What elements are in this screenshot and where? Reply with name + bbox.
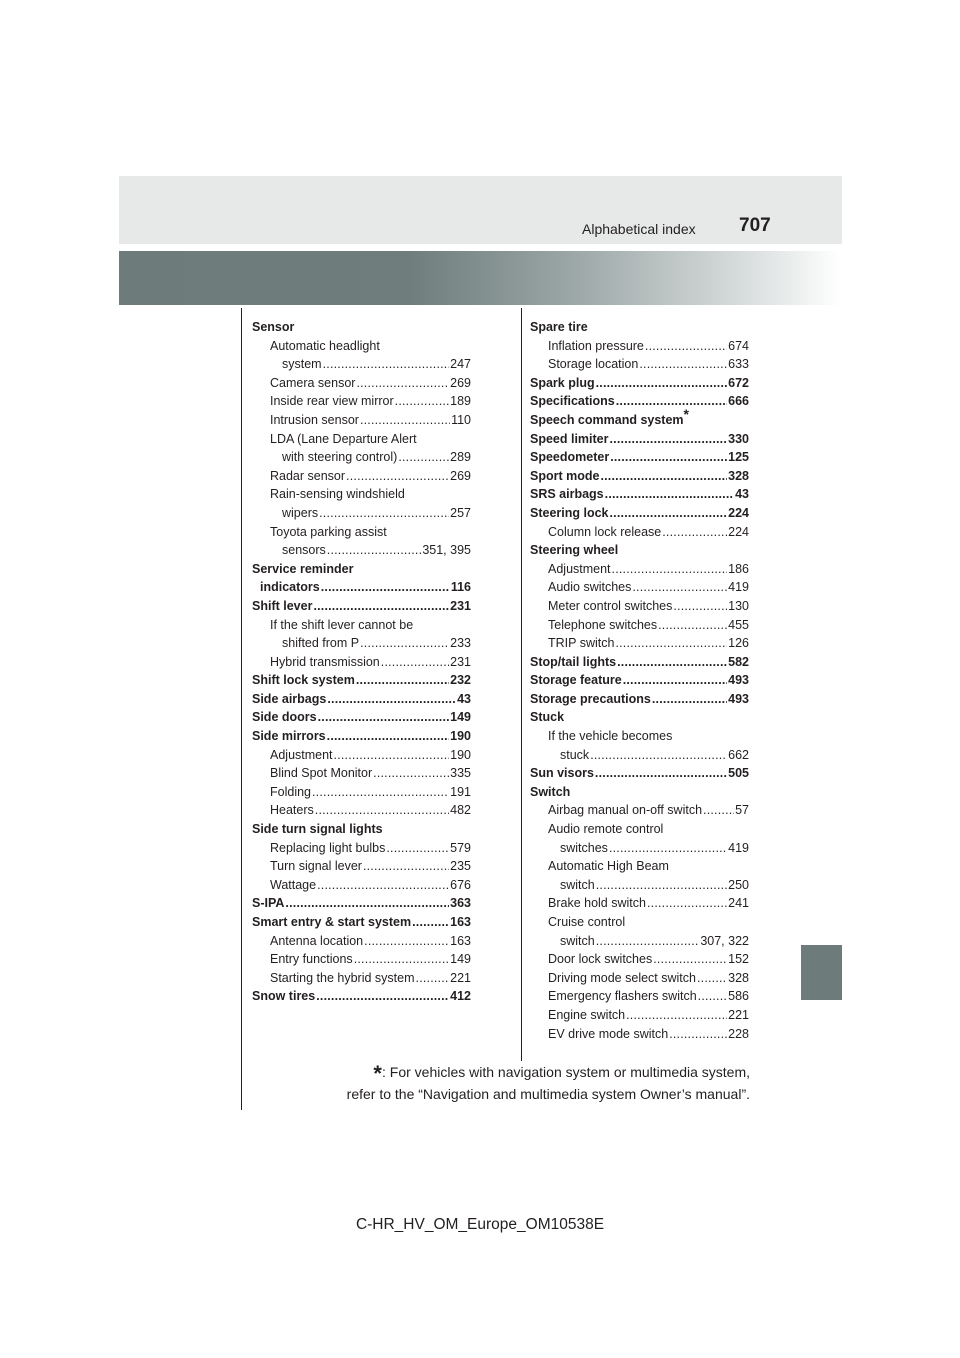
index-entry bbox=[252, 950, 471, 969]
dot-leader bbox=[363, 857, 449, 876]
index-entry-page: 493 bbox=[728, 691, 749, 706]
index-entry-term: EV drive mode switch bbox=[548, 1026, 669, 1041]
dot-leader bbox=[605, 485, 734, 504]
index-heading bbox=[252, 820, 471, 839]
index-entry bbox=[530, 597, 749, 616]
index-entry-term: Steering lock bbox=[530, 505, 609, 520]
index-entry-page: 505 bbox=[728, 766, 749, 781]
index-entry bbox=[252, 392, 471, 411]
header-band bbox=[119, 176, 842, 244]
index-entry-page: 235 bbox=[450, 859, 471, 874]
index-entry-page: 419 bbox=[728, 840, 749, 855]
dot-leader bbox=[327, 727, 450, 746]
index-entry-page: 149 bbox=[450, 952, 471, 967]
index-entry-term: Speedometer bbox=[530, 450, 610, 465]
index-entry bbox=[530, 894, 749, 913]
index-entry-page: 130 bbox=[728, 598, 749, 613]
index-entry-term: Steering wheel bbox=[530, 543, 619, 558]
index-entry-page: 419 bbox=[728, 580, 749, 595]
dot-leader bbox=[285, 894, 449, 913]
index-entry-term: shifted from P bbox=[282, 636, 360, 651]
dot-leader bbox=[327, 690, 456, 709]
index-entry-page: 257 bbox=[450, 505, 471, 520]
index-entry-page: 190 bbox=[450, 729, 471, 744]
index-entry bbox=[530, 485, 749, 504]
index-entry-page: 232 bbox=[450, 673, 471, 688]
index-entry-page: 250 bbox=[728, 877, 749, 892]
index-entry bbox=[252, 746, 471, 765]
index-entry-page: 363 bbox=[450, 896, 471, 911]
index-entry-term: Camera sensor bbox=[270, 375, 356, 390]
index-entry bbox=[252, 374, 471, 393]
dot-leader bbox=[653, 950, 727, 969]
index-entry-page: 269 bbox=[450, 375, 471, 390]
index-entry-term: Replacing light bulbs bbox=[270, 840, 386, 855]
index-entry-term: Audio remote control bbox=[548, 822, 664, 837]
dot-leader bbox=[662, 523, 727, 542]
decorative-gradient-band bbox=[119, 251, 842, 305]
index-entry bbox=[252, 578, 471, 597]
dot-leader bbox=[313, 597, 449, 616]
index-entry-term: with steering control) bbox=[282, 450, 398, 465]
index-entry-page: 224 bbox=[728, 505, 749, 520]
index-column-left bbox=[252, 318, 471, 1006]
index-entry-term: Spare tire bbox=[530, 320, 588, 334]
index-entry-page: 586 bbox=[728, 989, 749, 1004]
dot-leader bbox=[610, 430, 728, 449]
index-entry-term: Sun visors bbox=[530, 766, 594, 781]
dot-leader bbox=[334, 746, 450, 765]
index-entry bbox=[530, 616, 749, 635]
dot-leader bbox=[323, 355, 450, 374]
index-entry-page: 116 bbox=[450, 580, 471, 595]
index-entry-term: Smart entry & start system bbox=[252, 915, 412, 929]
dot-leader bbox=[416, 969, 450, 988]
dot-leader bbox=[669, 1025, 727, 1044]
dot-leader bbox=[590, 746, 727, 765]
dot-leader bbox=[623, 671, 727, 690]
index-entry-term: Sport mode bbox=[530, 468, 600, 483]
index-heading bbox=[252, 560, 471, 579]
index-heading bbox=[530, 708, 749, 727]
index-entry-term: Heaters bbox=[270, 803, 314, 818]
index-entry-term: Side turn signal lights bbox=[252, 822, 383, 837]
dot-leader bbox=[652, 690, 727, 709]
dot-leader bbox=[317, 876, 449, 895]
index-entry bbox=[530, 355, 749, 374]
dot-leader bbox=[321, 578, 450, 597]
index-entry-page: 190 bbox=[450, 747, 471, 762]
dot-leader bbox=[312, 783, 449, 802]
dot-leader bbox=[645, 337, 727, 356]
index-column-right bbox=[530, 318, 749, 1043]
index-entry bbox=[252, 969, 471, 988]
middle-column-rule bbox=[521, 308, 522, 1061]
dot-leader bbox=[632, 578, 727, 597]
index-entry bbox=[530, 801, 749, 820]
index-entry-page: 335 bbox=[450, 766, 471, 781]
left-column-rule bbox=[241, 308, 242, 1110]
index-entry bbox=[530, 467, 749, 486]
index-heading bbox=[530, 405, 749, 430]
index-entry-term: Service reminder bbox=[252, 561, 354, 576]
index-entry-term: indicators bbox=[260, 580, 320, 595]
index-entry bbox=[530, 560, 749, 579]
index-entry bbox=[530, 578, 749, 597]
index-heading bbox=[252, 430, 471, 449]
index-entry-page: 57 bbox=[735, 803, 749, 818]
index-entry-term: Switch bbox=[530, 784, 571, 799]
index-entry-term: Emergency flashers switch bbox=[548, 989, 697, 1004]
index-entry bbox=[530, 876, 749, 895]
footnote-line-1: : For vehicles with navigation system or multimedia system, bbox=[381, 1064, 750, 1080]
index-heading bbox=[530, 913, 749, 932]
dot-leader bbox=[373, 764, 449, 783]
index-entry bbox=[252, 783, 471, 802]
index-entry-term: Automatic headlight bbox=[270, 338, 380, 353]
index-entry-page: 493 bbox=[728, 673, 749, 688]
index-entry-term: switches bbox=[560, 840, 608, 855]
index-entry-term: system bbox=[282, 357, 322, 372]
index-entry-page: 125 bbox=[728, 450, 749, 465]
index-entry bbox=[530, 950, 749, 969]
index-entry bbox=[252, 727, 471, 746]
index-entry-term: Wattage bbox=[270, 877, 317, 892]
footnote-star: * bbox=[373, 1061, 382, 1086]
dot-leader bbox=[596, 374, 728, 393]
dot-leader bbox=[698, 987, 727, 1006]
index-entry-page: 412 bbox=[450, 989, 471, 1004]
index-entry bbox=[530, 374, 749, 393]
index-heading bbox=[252, 485, 471, 504]
index-entry bbox=[252, 764, 471, 783]
index-entry bbox=[530, 392, 749, 411]
index-entry-term: Telephone switches bbox=[548, 617, 658, 632]
dot-leader bbox=[626, 1006, 727, 1025]
footnote bbox=[300, 1062, 750, 1104]
index-entry-page: 666 bbox=[728, 394, 749, 409]
footnote-line-2: refer to the “Navigation and multimedia system Owner’s manual”. bbox=[346, 1086, 750, 1102]
index-entry-page: 110 bbox=[451, 412, 471, 427]
dot-leader bbox=[647, 894, 727, 913]
index-heading bbox=[252, 616, 471, 635]
index-entry-page: 186 bbox=[728, 561, 749, 576]
index-entry-term: Brake hold switch bbox=[548, 896, 646, 911]
index-entry-page: 247 bbox=[450, 357, 471, 372]
index-entry-term: Side doors bbox=[252, 710, 317, 725]
dot-leader bbox=[354, 950, 449, 969]
index-entry-page: 633 bbox=[728, 357, 749, 372]
index-entry-term: Radar sensor bbox=[270, 468, 346, 483]
index-entry bbox=[252, 448, 471, 467]
index-heading bbox=[252, 523, 471, 542]
dot-leader bbox=[615, 634, 727, 653]
index-entry-term: SRS airbags bbox=[530, 487, 604, 502]
index-entry-page: 307, 322 bbox=[700, 933, 749, 948]
dot-leader bbox=[612, 560, 728, 579]
index-entry bbox=[252, 987, 471, 1006]
index-entry-term: Shift lock system bbox=[252, 673, 355, 688]
index-entry-term: Antenna location bbox=[270, 933, 364, 948]
index-entry bbox=[252, 839, 471, 858]
index-entry bbox=[530, 690, 749, 709]
index-entry bbox=[252, 857, 471, 876]
dot-leader bbox=[596, 876, 727, 895]
index-entry-page: 221 bbox=[450, 970, 471, 985]
section-title: Alphabetical index bbox=[582, 221, 696, 237]
index-entry bbox=[530, 1006, 749, 1025]
index-entry-term: Door lock switches bbox=[548, 952, 653, 967]
index-entry bbox=[530, 987, 749, 1006]
dot-leader bbox=[318, 708, 450, 727]
index-entry-term: Entry functions bbox=[270, 952, 353, 967]
index-entry-page: 224 bbox=[728, 524, 749, 539]
index-entry-term: stuck bbox=[560, 747, 590, 762]
dot-leader bbox=[356, 671, 449, 690]
dot-leader bbox=[639, 355, 727, 374]
index-heading bbox=[530, 820, 749, 839]
index-entry-page: 191 bbox=[450, 784, 471, 799]
index-entry-term: Stop/tail lights bbox=[530, 654, 617, 669]
index-entry bbox=[530, 448, 749, 467]
index-entry-term: LDA (Lane Departure Alert bbox=[270, 431, 417, 446]
index-entry-term: If the vehicle becomes bbox=[548, 729, 673, 744]
index-entry-term: Column lock release bbox=[548, 524, 662, 539]
index-entry-term: Meter control switches bbox=[548, 598, 673, 613]
index-entry-page: 328 bbox=[728, 970, 749, 985]
index-entry-term: Sensor bbox=[252, 320, 295, 334]
index-entry-term: Speech command system bbox=[530, 412, 684, 427]
dot-leader bbox=[360, 634, 449, 653]
index-entry-term: switch bbox=[560, 877, 595, 892]
document-code: C-HR_HV_OM_Europe_OM10538E bbox=[355, 1216, 605, 1233]
index-entry-term: Engine switch bbox=[548, 1007, 626, 1022]
index-entry bbox=[252, 671, 471, 690]
index-entry-term: Storage location bbox=[548, 357, 639, 372]
page-number: 707 bbox=[739, 215, 771, 236]
dot-leader bbox=[360, 411, 450, 430]
dot-leader bbox=[386, 839, 449, 858]
index-entry-page: 221 bbox=[728, 1007, 749, 1022]
index-entry bbox=[530, 653, 749, 672]
index-entry-term: Snow tires bbox=[252, 989, 316, 1004]
index-entry bbox=[530, 746, 749, 765]
index-entry bbox=[252, 411, 471, 430]
index-heading bbox=[530, 727, 749, 746]
index-heading bbox=[252, 337, 471, 356]
dot-leader bbox=[316, 987, 449, 1006]
dot-leader bbox=[697, 969, 727, 988]
index-entry bbox=[530, 671, 749, 690]
index-heading bbox=[530, 783, 749, 802]
dot-leader bbox=[412, 913, 449, 932]
index-entry bbox=[252, 690, 471, 709]
index-entry-term: Toyota parking assist bbox=[270, 524, 387, 539]
dot-leader bbox=[356, 374, 449, 393]
index-entry-page: 662 bbox=[728, 747, 749, 762]
dot-leader bbox=[395, 392, 450, 411]
index-entry-term: Adjustment bbox=[548, 561, 611, 576]
index-entry bbox=[252, 355, 471, 374]
index-entry bbox=[252, 504, 471, 523]
index-entry bbox=[530, 839, 749, 858]
dot-leader bbox=[596, 932, 700, 951]
footnote-marker: * bbox=[683, 405, 689, 422]
index-heading bbox=[530, 318, 749, 337]
index-entry-term: S-IPA bbox=[252, 896, 285, 911]
dot-leader bbox=[617, 653, 727, 672]
index-entry-term: Stuck bbox=[530, 710, 565, 725]
dot-leader bbox=[703, 801, 734, 820]
index-entry bbox=[252, 541, 471, 560]
index-entry-term: Folding bbox=[270, 784, 311, 799]
index-entry-page: 233 bbox=[450, 636, 471, 651]
dot-leader bbox=[346, 467, 449, 486]
index-entry-term: Storage precautions bbox=[530, 691, 651, 706]
index-entry-page: 163 bbox=[450, 933, 471, 948]
index-entry-term: Blind Spot Monitor bbox=[270, 766, 373, 781]
chapter-side-tab bbox=[801, 945, 842, 1000]
index-entry-page: 149 bbox=[450, 710, 471, 725]
index-entry-page: 231 bbox=[450, 654, 471, 669]
index-entry-term: If the shift lever cannot be bbox=[270, 617, 414, 632]
index-entry-page: 674 bbox=[728, 338, 749, 353]
index-entry-term: Intrusion sensor bbox=[270, 412, 359, 427]
index-entry bbox=[530, 634, 749, 653]
index-entry-page: 43 bbox=[457, 691, 471, 706]
index-entry bbox=[530, 337, 749, 356]
index-entry bbox=[530, 504, 749, 523]
index-entry bbox=[530, 430, 749, 449]
index-entry-page: 330 bbox=[728, 431, 749, 446]
index-entry-page: 482 bbox=[450, 803, 471, 818]
index-entry-page: 328 bbox=[728, 468, 749, 483]
index-entry-term: Driving mode select switch bbox=[548, 970, 696, 985]
index-entry-term: Speed limiter bbox=[530, 431, 609, 446]
index-heading bbox=[252, 318, 471, 337]
index-entry-term: Storage feature bbox=[530, 673, 622, 688]
index-entry-term: Starting the hybrid system bbox=[270, 970, 415, 985]
index-entry bbox=[530, 523, 749, 542]
index-entry bbox=[252, 876, 471, 895]
index-entry bbox=[252, 467, 471, 486]
index-entry-term: Hybrid transmission bbox=[270, 654, 380, 669]
index-entry-term: Adjustment bbox=[270, 747, 333, 762]
index-entry-page: 189 bbox=[450, 394, 471, 409]
index-entry bbox=[252, 932, 471, 951]
dot-leader bbox=[616, 392, 727, 411]
index-entry-term: switch bbox=[560, 933, 595, 948]
index-entry bbox=[252, 894, 471, 913]
dot-leader bbox=[315, 801, 449, 820]
index-entry-term: Shift lever bbox=[252, 598, 313, 613]
index-entry-term: Inside rear view mirror bbox=[270, 394, 394, 409]
index-entry bbox=[252, 634, 471, 653]
index-entry-term: sensors bbox=[282, 543, 326, 558]
index-entry-term: Specifications bbox=[530, 394, 615, 409]
index-entry-page: 582 bbox=[728, 654, 749, 669]
index-entry bbox=[530, 932, 749, 951]
dot-leader bbox=[327, 541, 422, 560]
index-entry bbox=[252, 597, 471, 616]
index-entry-page: 269 bbox=[450, 468, 471, 483]
index-entry-page: 163 bbox=[450, 915, 471, 929]
index-entry-page: 126 bbox=[728, 636, 749, 651]
index-entry-term: TRIP switch bbox=[548, 636, 615, 651]
index-heading bbox=[530, 857, 749, 876]
index-entry-term: Side airbags bbox=[252, 691, 327, 706]
index-heading bbox=[530, 541, 749, 560]
index-entry-term: Side mirrors bbox=[252, 729, 326, 744]
dot-leader bbox=[673, 597, 727, 616]
index-entry-page: 152 bbox=[728, 952, 749, 967]
index-entry bbox=[252, 801, 471, 820]
dot-leader bbox=[600, 467, 727, 486]
index-entry-term: Cruise control bbox=[548, 915, 626, 929]
index-entry-term: Inflation pressure bbox=[548, 338, 644, 353]
index-entry-page: 231 bbox=[450, 598, 471, 613]
index-entry-page: 241 bbox=[728, 896, 749, 911]
index-entry-page: 672 bbox=[728, 375, 749, 390]
index-entry-term: Turn signal lever bbox=[270, 859, 362, 874]
index-entry-term: Automatic High Beam bbox=[548, 859, 669, 874]
index-entry-term: Audio switches bbox=[548, 580, 632, 595]
index-entry bbox=[530, 1025, 749, 1044]
index-entry bbox=[530, 969, 749, 988]
index-entry-page: 579 bbox=[450, 840, 471, 855]
index-entry-term: Rain-sensing windshield bbox=[270, 487, 405, 502]
dot-leader bbox=[610, 448, 727, 467]
dot-leader bbox=[610, 504, 728, 523]
index-entry bbox=[252, 913, 471, 932]
index-entry-term: Spark plug bbox=[530, 375, 595, 390]
index-entry-term: Airbag manual on-off switch bbox=[548, 803, 703, 818]
index-entry-page: 351, 395 bbox=[422, 543, 471, 558]
index-entry bbox=[252, 708, 471, 727]
dot-leader bbox=[364, 932, 449, 951]
index-entry-page: 289 bbox=[450, 450, 471, 465]
index-entry bbox=[530, 764, 749, 783]
index-entry bbox=[252, 653, 471, 672]
index-entry-term: wipers bbox=[282, 505, 319, 520]
index-entry-page: 676 bbox=[450, 877, 471, 892]
index-entry-page: 228 bbox=[728, 1026, 749, 1041]
index-entry-page: 43 bbox=[735, 487, 749, 502]
dot-leader bbox=[595, 764, 727, 783]
index-entry-page: 455 bbox=[728, 617, 749, 632]
dot-leader bbox=[658, 616, 727, 635]
dot-leader bbox=[398, 448, 449, 467]
dot-leader bbox=[319, 504, 449, 523]
dot-leader bbox=[381, 653, 449, 672]
dot-leader bbox=[609, 839, 727, 858]
